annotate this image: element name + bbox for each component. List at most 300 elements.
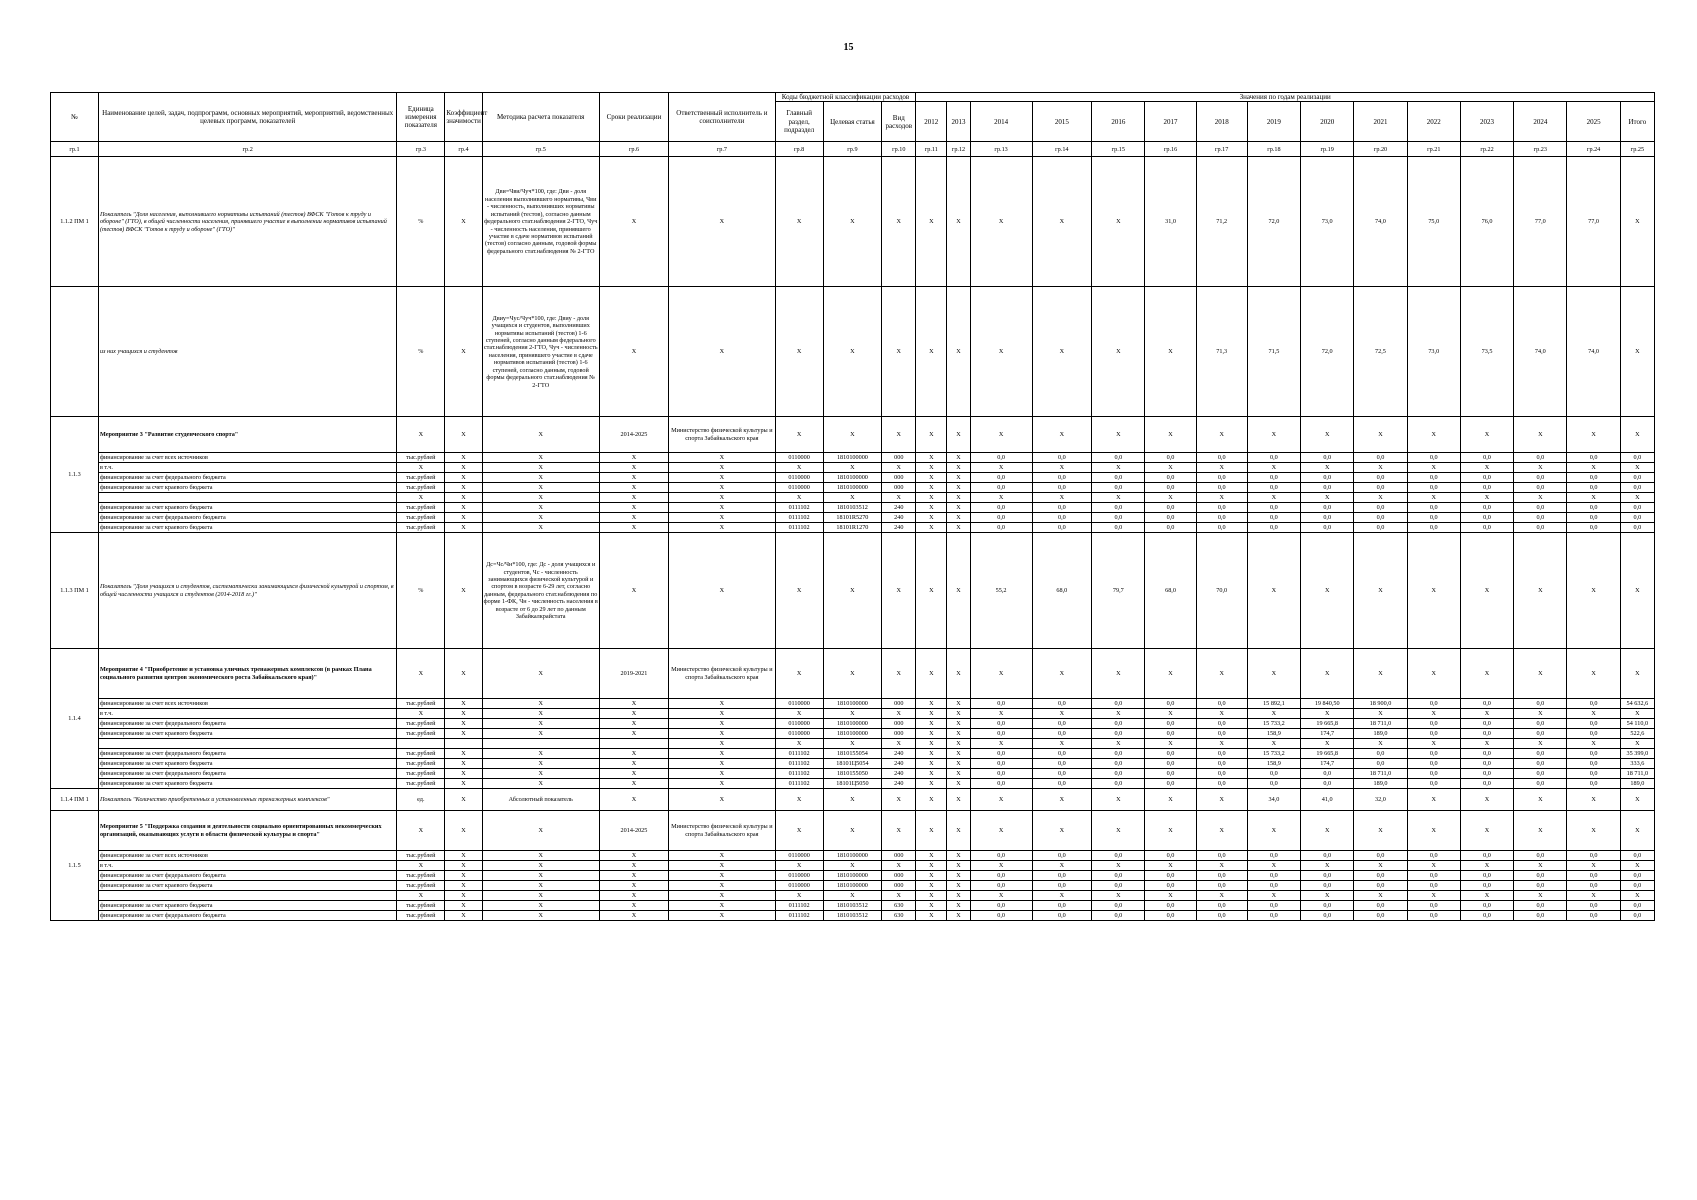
funding-source-name: финансирование за счет всех источников xyxy=(98,453,396,463)
header-year: 2019 xyxy=(1247,102,1300,142)
year-value-cell: 0,0 xyxy=(1514,749,1567,759)
code-type-cell: Х xyxy=(882,789,916,811)
coef-cell: Х xyxy=(445,881,482,891)
header-year: 2016 xyxy=(1092,102,1145,142)
year-value-cell: Х xyxy=(1301,533,1354,649)
responsible-cell: Х xyxy=(669,911,776,921)
year-value-cell: 68,0 xyxy=(1032,533,1092,649)
year-value-cell: Х xyxy=(1620,739,1654,749)
column-numbers-row xyxy=(51,142,1655,157)
year-value-cell: Х xyxy=(1514,891,1567,901)
method-cell: Х xyxy=(482,749,599,759)
measure-title: Мероприятие 5 "Поддержка создания и деятельности социально ориентированных некоммерческих организаций, оказывающих услуги в области физической культуры и спорта" xyxy=(98,811,396,851)
year-value-cell: Х xyxy=(1514,709,1567,719)
year-value-cell: Х xyxy=(1620,417,1654,453)
year-value-cell: 72,0 xyxy=(1247,157,1300,287)
unit-cell: тыс.рублей xyxy=(397,901,445,911)
code-type-cell: Х xyxy=(882,157,916,287)
column-number: гр.25 xyxy=(1620,142,1654,157)
year-value-cell: Х xyxy=(916,719,947,729)
year-value-cell: Х xyxy=(1460,861,1513,871)
unit-cell: % xyxy=(397,533,445,649)
year-value-cell: Х xyxy=(947,871,970,881)
year-value-cell: 0,0 xyxy=(1407,769,1460,779)
code-target-cell: 18101Ц5054 xyxy=(823,759,882,769)
year-value-cell: Х xyxy=(1196,493,1247,503)
year-value-cell: Х xyxy=(1196,861,1247,871)
terms-cell: Х xyxy=(599,759,668,769)
responsible-cell: Министерство физической культуры и спорта Забайкальского края xyxy=(669,417,776,453)
year-value-cell: Х xyxy=(1407,417,1460,453)
year-value-cell: 0,0 xyxy=(1620,911,1654,921)
unit-cell: Х xyxy=(397,417,445,453)
year-value-cell: Х xyxy=(1092,649,1145,699)
year-value-cell: Х xyxy=(947,523,970,533)
column-number: гр.6 xyxy=(599,142,668,157)
year-value-cell: 0,0 xyxy=(1092,503,1145,513)
terms-cell: Х xyxy=(599,729,668,739)
year-value-cell: 0,0 xyxy=(1301,453,1354,463)
year-value-cell: Х xyxy=(1032,417,1092,453)
year-value-cell: 0,0 xyxy=(1620,851,1654,861)
terms-cell: Х xyxy=(599,453,668,463)
year-value-cell: 0,0 xyxy=(1247,871,1300,881)
year-value-cell: 0,0 xyxy=(1247,473,1300,483)
year-value-cell: 0,0 xyxy=(1092,881,1145,891)
year-value-cell: Х xyxy=(1247,533,1300,649)
terms-cell: Х xyxy=(599,483,668,493)
method-cell: Х xyxy=(482,453,599,463)
year-value-cell: Х xyxy=(947,911,970,921)
column-number: гр.14 xyxy=(1032,142,1092,157)
year-value-cell: 0,0 xyxy=(1145,483,1196,493)
year-value-cell: Х xyxy=(916,709,947,719)
funding-row xyxy=(51,473,1655,483)
year-value-cell: Х xyxy=(1247,811,1300,851)
responsible-cell: Х xyxy=(669,699,776,709)
funding-source-name: в т.ч. xyxy=(98,709,396,719)
year-value-cell: Х xyxy=(1354,891,1407,901)
year-value-cell: Х xyxy=(947,533,970,649)
year-value-cell: 0,0 xyxy=(1460,523,1513,533)
code-type-cell: 000 xyxy=(882,483,916,493)
column-number: гр.1 xyxy=(51,142,99,157)
method-cell: Дс=Чс/Чн*100, где: Дс - доля учащихся и студентов, Чс - численность занимающихся физической культурой и спортом в возрасте 6-29 лет, согласно данным, федерального стат.наблюдения по форме 1-ФК, Чн - численность населения в возрасте от 6 до 29 лет по данным Забайкалкрайстата xyxy=(482,533,599,649)
funding-row xyxy=(51,881,1655,891)
responsible-cell: Х xyxy=(669,759,776,769)
year-value-cell: 0,0 xyxy=(1032,699,1092,709)
year-value-cell: 0,0 xyxy=(1092,779,1145,789)
year-value-cell: 18 711,0 xyxy=(1354,719,1407,729)
year-value-cell: Х xyxy=(1301,891,1354,901)
code-type-cell: 240 xyxy=(882,749,916,759)
year-value-cell: Х xyxy=(1196,463,1247,473)
year-value-cell: Х xyxy=(1620,493,1654,503)
year-value-cell: Х xyxy=(947,157,970,287)
code-main-cell: Х xyxy=(775,493,823,503)
year-value-cell: 158,9 xyxy=(1247,759,1300,769)
coef-cell: Х xyxy=(445,779,482,789)
year-value-cell: 0,0 xyxy=(1567,851,1620,861)
header-unit: Единица измерения показателя xyxy=(397,93,445,142)
year-value-cell: 0,0 xyxy=(1247,523,1300,533)
code-target-cell: Х xyxy=(823,649,882,699)
code-main-cell: Х xyxy=(775,287,823,417)
coef-cell: Х xyxy=(445,759,482,769)
year-value-cell: Х xyxy=(1567,891,1620,901)
method-cell: Х xyxy=(482,759,599,769)
year-value-cell: 0,0 xyxy=(1567,769,1620,779)
year-value-cell: Х xyxy=(1301,649,1354,699)
funding-row xyxy=(51,901,1655,911)
year-value-cell: 19 665,8 xyxy=(1301,749,1354,759)
coef-cell: Х xyxy=(445,503,482,513)
year-value-cell: Х xyxy=(1567,417,1620,453)
year-value-cell: Х xyxy=(1092,287,1145,417)
funding-source-name: финансирование за счет краевого бюджета xyxy=(98,483,396,493)
coef-cell: Х xyxy=(445,699,482,709)
code-target-cell: Х xyxy=(823,287,882,417)
code-target-cell: 18101Ц5050 xyxy=(823,779,882,789)
year-value-cell: Х xyxy=(1407,649,1460,699)
code-type-cell: Х xyxy=(882,709,916,719)
year-value-cell: 0,0 xyxy=(1354,473,1407,483)
year-value-cell: 0,0 xyxy=(1301,473,1354,483)
terms-cell: Х xyxy=(599,871,668,881)
funding-source-name: финансирование за счет всех источников xyxy=(98,851,396,861)
year-value-cell: Х xyxy=(1092,789,1145,811)
header-year: 2012 xyxy=(916,102,947,142)
code-target-cell: Х xyxy=(823,533,882,649)
indicator-name: Показатель "Доля учащихся и студентов, систематически занимающихся физической культурой и спортом, в общей численности учащихся и студентов (2014-2018 гг.)" xyxy=(98,533,396,649)
year-value-cell: 55,2 xyxy=(970,533,1032,649)
year-value-cell: Х xyxy=(1301,463,1354,473)
year-value-cell: 32,0 xyxy=(1354,789,1407,811)
year-value-cell: Х xyxy=(970,493,1032,503)
code-type-cell: 000 xyxy=(882,473,916,483)
method-cell: Х xyxy=(482,901,599,911)
year-value-cell: Х xyxy=(947,483,970,493)
year-value-cell: 0,0 xyxy=(1620,881,1654,891)
year-value-cell: Х xyxy=(1247,861,1300,871)
year-value-cell: Х xyxy=(970,789,1032,811)
code-target-cell: 1810103512 xyxy=(823,911,882,921)
year-value-cell: Х xyxy=(1145,811,1196,851)
year-value-cell: Х xyxy=(970,157,1032,287)
year-value-cell: Х xyxy=(947,287,970,417)
indicator-name: Показатель "Доля населения, выполнившего нормативы испытаний (тестов) ВФСК "Готов к труду и обороне" (ГТО), в общей численности населения, принявшего участие в выполнении нормативов испытаний (тестов) ВФСК "Готов к труду и обороне" (ГТО)" xyxy=(98,157,396,287)
year-value-cell: 18 711,0 xyxy=(1354,769,1407,779)
code-main-cell: 0111102 xyxy=(775,901,823,911)
year-value-cell: 0,0 xyxy=(1620,453,1654,463)
code-main-cell: 0110000 xyxy=(775,851,823,861)
responsible-cell: Х xyxy=(669,749,776,759)
year-value-cell: Х xyxy=(947,493,970,503)
year-value-cell: Х xyxy=(916,287,947,417)
indicator-row xyxy=(51,533,1655,649)
year-value-cell: 0,0 xyxy=(1145,523,1196,533)
year-value-cell: 0,0 xyxy=(1407,779,1460,789)
year-value-cell: 0,0 xyxy=(1407,871,1460,881)
coef-cell: Х xyxy=(445,453,482,463)
year-value-cell: Х xyxy=(947,769,970,779)
coef-cell: Х xyxy=(445,287,482,417)
year-value-cell: 158,9 xyxy=(1247,729,1300,739)
year-value-cell: Х xyxy=(970,739,1032,749)
year-value-cell: 0,0 xyxy=(970,749,1032,759)
terms-cell xyxy=(599,739,668,749)
method-cell: Х xyxy=(482,851,599,861)
year-value-cell: 0,0 xyxy=(1092,523,1145,533)
year-value-cell: 75,0 xyxy=(1407,157,1460,287)
year-value-cell: 0,0 xyxy=(970,779,1032,789)
year-value-cell: 0,0 xyxy=(970,729,1032,739)
year-value-cell: 0,0 xyxy=(1032,881,1092,891)
year-value-cell: Х xyxy=(1460,649,1513,699)
year-value-cell: 0,0 xyxy=(1145,513,1196,523)
method-cell: Х xyxy=(482,463,599,473)
method-cell: Х xyxy=(482,729,599,739)
method-cell: Х xyxy=(482,513,599,523)
year-value-cell: 0,0 xyxy=(1407,523,1460,533)
terms-cell: Х xyxy=(599,779,668,789)
responsible-cell: Х xyxy=(669,463,776,473)
method-cell: Х xyxy=(482,483,599,493)
responsible-cell: Х xyxy=(669,769,776,779)
code-type-cell: 000 xyxy=(882,719,916,729)
year-value-cell: 0,0 xyxy=(1354,483,1407,493)
year-value-cell: Х xyxy=(1247,493,1300,503)
year-value-cell: Х xyxy=(947,891,970,901)
year-value-cell: 0,0 xyxy=(1301,513,1354,523)
funding-source-name: финансирование за счет федерального бюджета xyxy=(98,769,396,779)
year-value-cell: 0,0 xyxy=(1567,749,1620,759)
year-value-cell: Х xyxy=(1460,709,1513,719)
year-value-cell: 0,0 xyxy=(1145,871,1196,881)
year-value-cell: 0,0 xyxy=(1032,719,1092,729)
year-value-cell: Х xyxy=(1145,861,1196,871)
year-value-cell: 0,0 xyxy=(1032,759,1092,769)
year-value-cell: 74,0 xyxy=(1354,157,1407,287)
unit-cell: тыс.рублей xyxy=(397,729,445,739)
method-cell: Х xyxy=(482,473,599,483)
header-terms: Сроки реализации xyxy=(599,93,668,142)
year-value-cell: Х xyxy=(1407,739,1460,749)
year-value-cell: 0,0 xyxy=(1247,881,1300,891)
year-value-cell: Х xyxy=(1032,789,1092,811)
year-value-cell: 0,0 xyxy=(970,881,1032,891)
terms-cell: Х xyxy=(599,749,668,759)
year-value-cell: 0,0 xyxy=(1354,871,1407,881)
responsible-cell: Х xyxy=(669,729,776,739)
funding-source-name: финансирование за счет федерального бюджета xyxy=(98,911,396,921)
year-value-cell: 35 399,0 xyxy=(1620,749,1654,759)
year-value-cell: 0,0 xyxy=(1032,769,1092,779)
year-value-cell: Х xyxy=(916,513,947,523)
year-value-cell: 0,0 xyxy=(1145,503,1196,513)
year-value-cell: 15 892,1 xyxy=(1247,699,1300,709)
year-value-cell: 71,5 xyxy=(1247,287,1300,417)
year-value-cell: Х xyxy=(1092,891,1145,901)
responsible-cell: Министерство физической культуры и спорта Забайкальского края xyxy=(669,649,776,699)
year-value-cell: Х xyxy=(1567,533,1620,649)
terms-cell: Х xyxy=(599,473,668,483)
year-value-cell: 0,0 xyxy=(1567,473,1620,483)
year-value-cell: Х xyxy=(916,533,947,649)
header-year: 2023 xyxy=(1460,102,1513,142)
year-value-cell: 0,0 xyxy=(970,719,1032,729)
unit-cell: тыс.рублей xyxy=(397,513,445,523)
year-value-cell: Х xyxy=(1620,533,1654,649)
year-value-cell: 54 110,0 xyxy=(1620,719,1654,729)
year-value-cell: 0,0 xyxy=(1514,871,1567,881)
year-value-cell: Х xyxy=(1145,493,1196,503)
header-no: № xyxy=(51,93,99,142)
year-value-cell: 0,0 xyxy=(1567,523,1620,533)
header-year: 2021 xyxy=(1354,102,1407,142)
year-value-cell: 15 733,2 xyxy=(1247,749,1300,759)
row-number: 1.1.2 ПМ 1 xyxy=(51,157,99,287)
terms-cell: 2019-2021 xyxy=(599,649,668,699)
year-value-cell: 0,0 xyxy=(1145,911,1196,921)
funding-source-name: финансирование за счет краевого бюджета xyxy=(98,779,396,789)
year-value-cell: 0,0 xyxy=(1460,483,1513,493)
funding-row xyxy=(51,851,1655,861)
year-value-cell: Х xyxy=(1354,709,1407,719)
code-type-cell: 000 xyxy=(882,851,916,861)
year-value-cell: 0,0 xyxy=(970,901,1032,911)
funding-row xyxy=(51,749,1655,759)
method-cell: Х xyxy=(482,861,599,871)
funding-row xyxy=(51,911,1655,921)
year-value-cell: 0,0 xyxy=(1247,901,1300,911)
year-value-cell: 0,0 xyxy=(1092,719,1145,729)
year-value-cell: 0,0 xyxy=(1196,719,1247,729)
year-value-cell: 0,0 xyxy=(1196,453,1247,463)
year-value-cell: Х xyxy=(1354,861,1407,871)
funding-row xyxy=(51,453,1655,463)
year-value-cell: Х xyxy=(1196,811,1247,851)
year-value-cell: Х xyxy=(1620,811,1654,851)
year-value-cell: Х xyxy=(970,709,1032,719)
year-value-cell: Х xyxy=(970,417,1032,453)
year-value-cell: 0,0 xyxy=(1407,749,1460,759)
year-value-cell: Х xyxy=(916,881,947,891)
year-value-cell: 0,0 xyxy=(1196,749,1247,759)
year-value-cell: Х xyxy=(1407,861,1460,871)
year-value-cell: 0,0 xyxy=(1514,729,1567,739)
coef-cell: Х xyxy=(445,901,482,911)
code-type-cell: 240 xyxy=(882,523,916,533)
year-value-cell: Х xyxy=(1620,287,1654,417)
code-target-cell: Х xyxy=(823,417,882,453)
terms-cell: Х xyxy=(599,719,668,729)
terms-cell: Х xyxy=(599,881,668,891)
funding-row xyxy=(51,739,1655,749)
year-value-cell: Х xyxy=(1247,417,1300,453)
year-value-cell: Х xyxy=(1196,649,1247,699)
year-value-cell: 0,0 xyxy=(1514,881,1567,891)
unit-cell xyxy=(397,739,445,749)
year-value-cell: Х xyxy=(1032,649,1092,699)
year-value-cell: 0,0 xyxy=(1354,759,1407,769)
year-value-cell: 0,0 xyxy=(1514,699,1567,709)
year-value-cell: 0,0 xyxy=(1460,759,1513,769)
coef-cell: Х xyxy=(445,709,482,719)
unit-cell: тыс.рублей xyxy=(397,871,445,881)
column-number: гр.19 xyxy=(1301,142,1354,157)
year-value-cell: Х xyxy=(947,709,970,719)
funding-source-name: финансирование за счет краевого бюджета xyxy=(98,901,396,911)
responsible-cell: Х xyxy=(669,493,776,503)
code-target-cell: Х xyxy=(823,463,882,473)
unit-cell: тыс.рублей xyxy=(397,523,445,533)
year-value-cell: Х xyxy=(947,811,970,851)
code-target-cell: 1810100000 xyxy=(823,699,882,709)
year-value-cell: Х xyxy=(1620,861,1654,871)
year-value-cell: 0,0 xyxy=(1407,901,1460,911)
funding-source-name: в т.ч. xyxy=(98,463,396,473)
year-value-cell: Х xyxy=(1407,891,1460,901)
year-value-cell: Х xyxy=(1247,739,1300,749)
year-value-cell: 0,0 xyxy=(1092,453,1145,463)
page-number: 15 xyxy=(843,42,854,53)
year-value-cell: Х xyxy=(916,729,947,739)
year-value-cell: 0,0 xyxy=(1354,513,1407,523)
year-value-cell: 0,0 xyxy=(1145,769,1196,779)
year-value-cell: 0,0 xyxy=(1620,513,1654,523)
year-value-cell: Х xyxy=(1092,493,1145,503)
year-value-cell: 0,0 xyxy=(1514,901,1567,911)
year-value-cell: Х xyxy=(1145,417,1196,453)
year-value-cell: Х xyxy=(947,851,970,861)
year-value-cell: Х xyxy=(1567,811,1620,851)
unit-cell: Х xyxy=(397,649,445,699)
coef-cell: Х xyxy=(445,523,482,533)
column-number: гр.16 xyxy=(1145,142,1196,157)
year-value-cell: 0,0 xyxy=(1092,749,1145,759)
unit-cell: тыс.рублей xyxy=(397,749,445,759)
year-value-cell: Х xyxy=(1145,789,1196,811)
year-value-cell: Х xyxy=(1407,533,1460,649)
year-value-cell: 0,0 xyxy=(1301,901,1354,911)
unit-cell: % xyxy=(397,287,445,417)
responsible-cell: Х xyxy=(669,719,776,729)
method-cell: Х xyxy=(482,811,599,851)
year-value-cell: 0,0 xyxy=(1145,881,1196,891)
year-value-cell: 54 632,6 xyxy=(1620,699,1654,709)
year-value-cell: 0,0 xyxy=(1460,513,1513,523)
code-type-cell: 240 xyxy=(882,769,916,779)
year-value-cell: Х xyxy=(947,513,970,523)
code-type-cell: 240 xyxy=(882,779,916,789)
responsible-cell: Х xyxy=(669,483,776,493)
code-main-cell: Х xyxy=(775,463,823,473)
year-value-cell: 0,0 xyxy=(1032,729,1092,739)
measure-title-row xyxy=(51,811,1655,851)
year-value-cell: 0,0 xyxy=(970,759,1032,769)
code-target-cell: 1810103512 xyxy=(823,901,882,911)
year-value-cell: Х xyxy=(1514,811,1567,851)
year-value-cell: Х xyxy=(916,473,947,483)
year-value-cell: 0,0 xyxy=(1567,911,1620,921)
year-value-cell: Х xyxy=(916,759,947,769)
year-value-cell: 73,0 xyxy=(1407,287,1460,417)
year-value-cell: 0,0 xyxy=(1092,769,1145,779)
year-value-cell: Х xyxy=(1514,789,1567,811)
year-value-cell: 0,0 xyxy=(1514,483,1567,493)
code-main-cell: Х xyxy=(775,811,823,851)
